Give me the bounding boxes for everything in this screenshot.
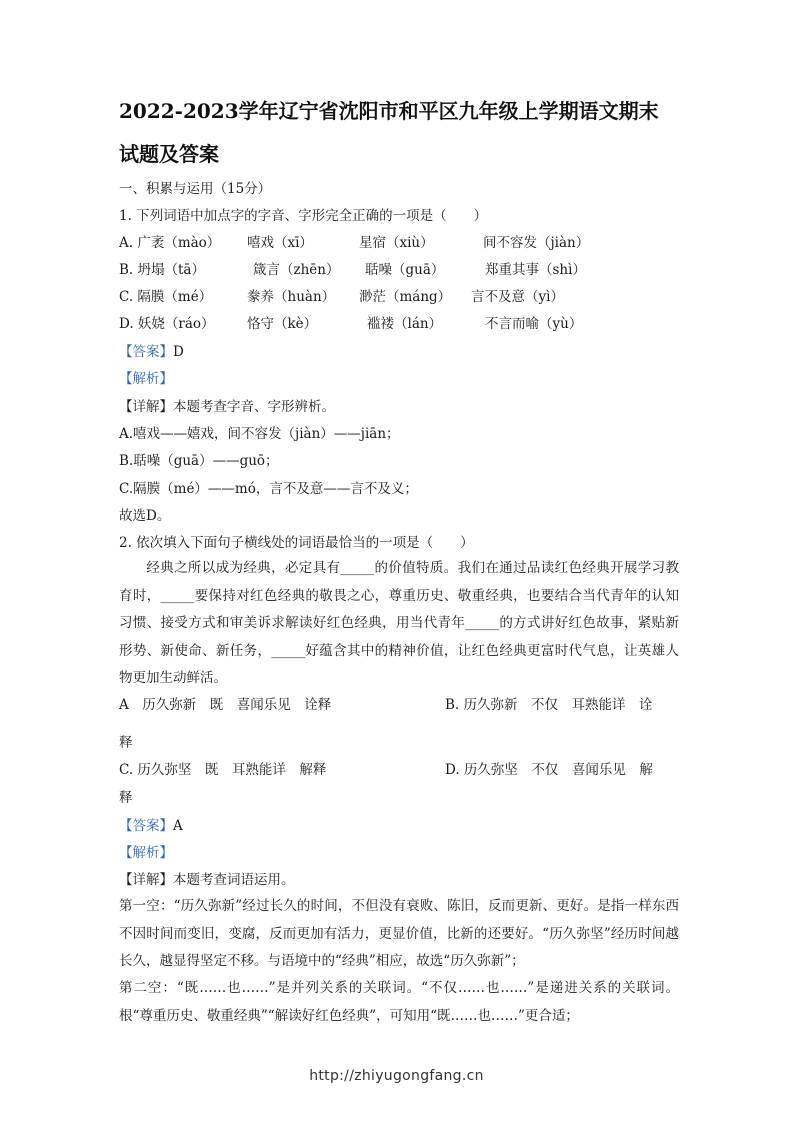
question-2-answer <box>119 816 183 836</box>
question-2-option-d-cont: 释 <box>119 790 133 806</box>
question-2-option-b: B. 历久弥新 不仅 耳熟能详 诠 <box>445 697 653 713</box>
question-2-explain-2: 第二空：“既……也……”是并列关系的关联词。“不仅……也……”是递进关系的关联词。根“尊重历史、敬重经典”“解读好红色经典”，可知用“既……也……”更合适； <box>119 980 679 1024</box>
document-title-line2: 试题及答案 <box>119 142 219 166</box>
question-1-explain-b: B.聒噪（guā）——guō； <box>119 453 279 469</box>
question-1-explain-c: C.隔膜（mé）——mó，言不及意——言不及义； <box>119 481 418 497</box>
question-2-detail: 【详解】本题考查词语运用。 <box>119 872 295 888</box>
answer-value: A <box>173 818 183 834</box>
document-page: 2022-2023学年辽宁省沈阳市和平区九年级上学期语文期末 试题及答案 一、积累与运用（15分） 1. 下列词语中加点字的字音、字形完全正确的一项是（ ） A. 广袤（mào） 嘻戏（xī） 星宿（xiù） 间不容发（jiàn） B. 坍塌（tā） 箴言（zhēn） 聒噪（guā） 郑重其事（shì） C. 隔膜（mé） 豢养（huàn） 渺茫（máng） 言不及意（yì） D. 妖娆（ráo） 恪守（kè） 褴褛（lán） 不言而喻（yù） 【答案】D 【解析】 【详解】本题考查字音、字形辨析。 A.嘻戏——嬉戏，间不容发（jiàn）——jiān； B.聒噪（guā）——guō； C.隔膜（mé）——mó，言不及意——言不及义； 故选D。 2. 依次填入下面句子横线处的词语最恰当的一项是（ ） 经典之所以成为经典，必定具有_____的价值特质。我们在通过品读红色经典开展学习教育时，_____要保持对红色经典的敬畏之心，尊重历史、敬重经典，也要结合当代青年的认知习惯、接受方式和审美诉求解读好红色经典，用当代青年_____的方式讲好红色故事，紧贴新形势、新使命、新任务，_____好蕴含其中的精神价值，让红色经典更富时代气息，让英雄人物更加生动鲜活。 A 历久弥新 既 喜闻乐见 诠释 B. 历久弥新 不仅 耳熟能详 诠 释 C. 历久弥坚 既 耳熟能详 解释 D. 历久弥坚 不仅 喜闻乐见 解 释 【答案】A 【解析】 【详解】本题考查词语运用。 第一空：“历久弥新”经过长久的时间，不但没有衰败、陈旧，反而更新、更好。是指一样东西不因时间而变旧，变腐，反而更加有活力，更显价值，比新的还要好。“历久弥坚”经历时间越长久，越显得坚定不移。与语境中的“经典”相应，故选“历久弥新”； 第二空：“既……也……”是并列关系的关联词。“不仅……也……”是递进关系的关联词。根“尊重历史、敬重经典”“解读好红色经典”，可知用“既……也……”更合适； http://zhiyugongfang.cn <box>0 0 793 1122</box>
question-2-option-b-cont: 释 <box>119 735 133 751</box>
question-1-stem: 1. 下列词语中加点字的字音、字形完全正确的一项是（ ） <box>119 208 488 224</box>
answer-label: 【答案】 <box>119 818 173 834</box>
question-2-option-a: A 历久弥新 既 喜闻乐见 诠释 <box>119 697 332 713</box>
question-1-conclusion: 故选D。 <box>119 508 171 524</box>
question-2-option-d: D. 历久弥坚 不仅 喜闻乐见 解 <box>445 762 653 778</box>
question-1-detail: 【详解】本题考查字音、字形辨析。 <box>119 399 335 415</box>
question-2-analysis-label: 【解析】 <box>119 845 173 861</box>
question-2-stem: 2. 依次填入下面句子横线处的词语最恰当的一项是（ ） <box>119 535 474 551</box>
question-2-passage: 经典之所以成为经典，必定具有_____的价值特质。我们在通过品读红色经典开展学习教育时，_____要保持对红色经典的敬畏之心，尊重历史、敬重经典，也要结合当代青年的认知习惯、接受方式和审美诉求解读好红色经典，用当代青年_____的方式讲好红色故事，紧贴新形势、新使命、新任务，_____好蕴含其中的精神价值，让红色经典更富时代气息，让英雄人物更加生动鲜活。 <box>119 560 679 686</box>
question-2-explain-1: 第一空：“历久弥新”经过长久的时间，不但没有衰败、陈旧，反而更新、更好。是指一样东西不因时间而变旧，变腐，反而更加有活力，更显价值，比新的还要好。“历久弥坚”经历时间越长久，越显得坚定不移。与语境中的“经典”相应，故选“历久弥新”； <box>119 898 679 969</box>
question-1-explain-a: A.嘻戏——嬉戏，间不容发（jiàn）——jiān； <box>119 426 400 442</box>
question-1-answer <box>119 342 184 362</box>
document-title-line1: 2022-2023学年辽宁省沈阳市和平区九年级上学期语文期末 <box>119 99 659 123</box>
question-2-option-c: C. 历久弥坚 既 耳熟能详 解释 <box>119 762 327 778</box>
section-heading: 一、积累与运用（15分） <box>119 181 272 197</box>
answer-label: 【答案】 <box>119 344 173 360</box>
question-1-analysis-label: 【解析】 <box>119 371 173 387</box>
footer-url: http://zhiyugongfang.cn <box>309 1068 484 1084</box>
answer-value: D <box>173 344 184 360</box>
